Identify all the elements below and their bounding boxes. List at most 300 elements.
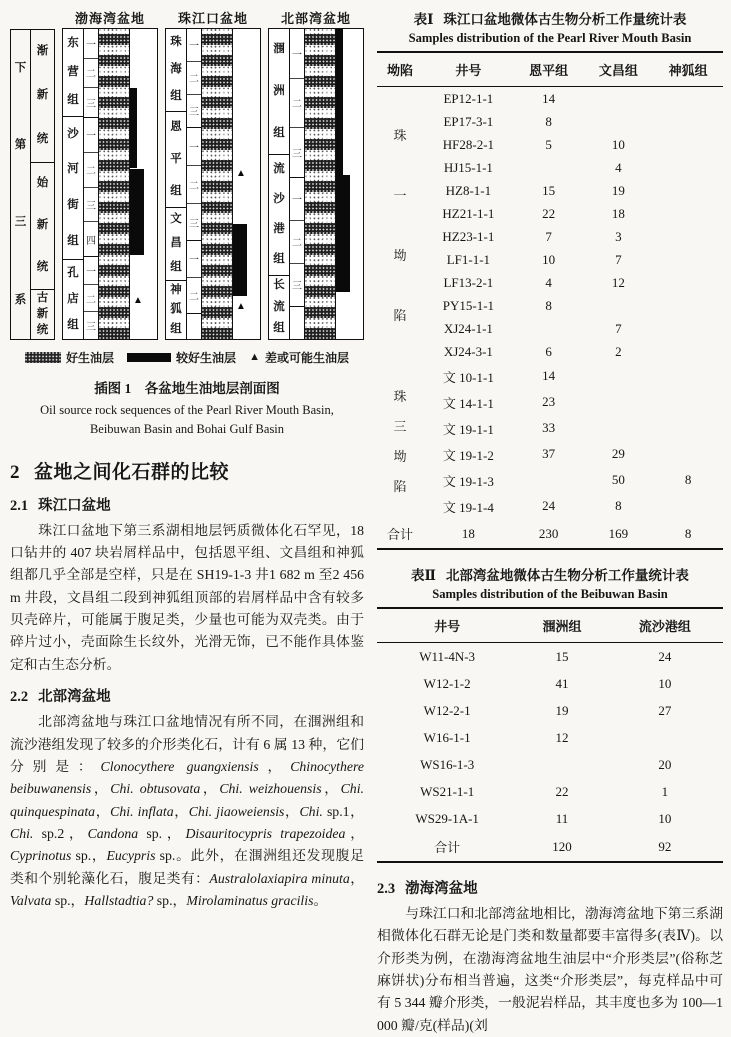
species-name: Candona [87, 825, 139, 841]
member-cell: 二 [189, 291, 199, 303]
member-labels [187, 29, 202, 339]
table-row [377, 805, 723, 832]
strat-diagram [10, 8, 364, 340]
section-2-2-heading [10, 685, 364, 706]
vertical-char: 始 [36, 177, 49, 190]
table-cell: 19 [611, 182, 625, 198]
table-cell: 文 19-1-4 [442, 499, 494, 515]
lithology-strip [99, 29, 130, 339]
vertical-char: 珠 [393, 127, 407, 143]
table-1-subtitle: Samples distribution of the Pearl River Mouth Basin [408, 31, 692, 45]
member-cell: 一 [187, 29, 201, 62]
section-2-2-number: 2.2 [10, 689, 29, 706]
formation-name [269, 29, 289, 154]
species-name: Clonocythere guangxiensis [100, 758, 259, 774]
table-cell [653, 441, 723, 467]
vertical-char: 下 [14, 61, 27, 74]
basin-title: 北部湾盆地 [280, 11, 351, 26]
depression-group-cell [377, 87, 423, 364]
table-cell [584, 110, 654, 133]
table-cell: HZ23-1-1 [442, 228, 495, 244]
legend-label: 较好生油层 [176, 351, 237, 365]
depression-group-label [379, 105, 421, 345]
table-1-title-cn [377, 8, 723, 28]
section-2-1-heading [10, 494, 364, 515]
table-cell: 4 [615, 159, 622, 175]
member-group [84, 118, 98, 258]
table-row [377, 340, 723, 363]
text-segment: ， [200, 781, 220, 797]
species-name: Australolaxiapira minuta [209, 870, 350, 886]
formation-labels [166, 29, 187, 339]
table-cell: 12 [555, 729, 569, 745]
vertical-char: 洲 [273, 84, 285, 97]
legend-item [25, 349, 114, 366]
member-cell: 二 [84, 153, 98, 188]
vertical-char: 组 [170, 184, 182, 197]
table-1-block [377, 8, 723, 550]
era-system-label [11, 30, 30, 339]
member-labels [84, 29, 99, 339]
vertical-char: 新 [36, 307, 49, 320]
table-row [377, 110, 723, 133]
text-segment: ， [95, 803, 111, 819]
table-row [377, 643, 723, 671]
era-series [31, 29, 55, 340]
species-name: Chi. quinquespinata [10, 781, 364, 819]
text-segment: 北部湾盆地与珠江口盆地情况有所不同，在涠洲组和流沙港组发现了较多的介形类化石，计有 6 属 13 种，它们分别是： [10, 714, 364, 774]
source-rock-bar [233, 224, 247, 295]
vertical-char: 坳 [393, 448, 407, 464]
table-cell: W12-2-1 [423, 702, 471, 718]
vertical-char: 统 [36, 261, 49, 274]
table-column-header: 井号 [377, 608, 517, 643]
table-1-header [377, 52, 723, 87]
vertical-char: 组 [67, 234, 79, 247]
member-group [84, 29, 98, 118]
table-row [377, 87, 723, 111]
right-column [377, 8, 723, 1037]
table-cell: 33 [542, 420, 556, 435]
text-segment: ， [349, 870, 365, 886]
table-cell: 41 [555, 675, 569, 691]
table-cell: 10 [658, 675, 672, 691]
table-row [377, 493, 723, 519]
table-row [377, 271, 723, 294]
table-cell: 8 [545, 297, 552, 313]
table-cell: 文 10-1-1 [442, 369, 494, 385]
table-cell: LF1-1-1 [446, 251, 491, 267]
table-cell: 文 19-1-1 [442, 421, 494, 437]
table-cell: HZ8-1-1 [445, 182, 492, 198]
vertical-char: 沙 [273, 193, 285, 206]
formation-name-cell [63, 29, 83, 117]
table-cell: 27 [658, 702, 672, 718]
formation-name [63, 29, 83, 116]
table-total-row [377, 832, 723, 862]
figure-caption-en-line2: Beibuwan Basin and Bohai Gulf Basin [89, 422, 285, 437]
paragraph-2-1: 珠江口盆地下第三系湖相地层钙质微体化石罕见，18 口钻井的 407 块岩屑样品中，包括恩平组、文昌组和神狐组都几乎全部是空样，只是在 SH19-1-3 井1 682 m 至2 456 m 井段，文昌组二段到神狐组顶部的岩屑样品中含有较多贝壳碎片，可能属于腹足类，少量也可能为双壳类。由于碎片过小，壳面除生长纹外，光滑无饰，已不能作具体鉴定和古生态分析。 [10, 522, 364, 672]
table-cell: 14 [542, 368, 556, 383]
table-row [377, 363, 723, 389]
vertical-char: 组 [170, 261, 182, 274]
table-cell: 11 [555, 810, 569, 826]
table-cell: HZ21-1-1 [442, 205, 495, 221]
table-cell [653, 340, 723, 363]
member-cell: 二 [84, 59, 98, 89]
table-row [377, 225, 723, 248]
member-cell: 一 [84, 257, 98, 285]
strat-column [62, 8, 158, 340]
table-cell: HF28-2-1 [442, 136, 495, 152]
table-row [377, 724, 723, 751]
species-name: Disauritocypris trapezoidea [185, 825, 346, 841]
legend-item [127, 349, 236, 366]
table-cell [584, 415, 654, 441]
strat-box [165, 28, 261, 340]
table-row [377, 248, 723, 271]
species-name: Valvata [10, 892, 52, 908]
table-cell [653, 248, 723, 271]
table-cell: 合计 [377, 832, 517, 862]
era-series-label [31, 30, 54, 162]
member-cell: 一 [187, 128, 201, 166]
section-2-number: 2 [10, 461, 20, 483]
table-column-header: 井号 [423, 52, 514, 87]
member-group [84, 257, 98, 339]
table-row [377, 133, 723, 156]
table-cell: 8 [653, 519, 723, 549]
source-rock-bar-zone [233, 29, 260, 339]
era-series-label [31, 163, 54, 289]
table-cell: 120 [517, 832, 606, 862]
section-2-heading [10, 457, 364, 484]
table-cell: WS16-1-3 [420, 756, 475, 772]
table-column-header: 文昌组 [584, 52, 654, 87]
formation-name-cell [166, 29, 186, 112]
formation-name [63, 260, 83, 339]
text-segment: ， [321, 781, 341, 797]
table-cell [653, 110, 723, 133]
era-system-box [10, 29, 31, 340]
species-name: Cyprinotus [10, 848, 72, 864]
text-segment: ， [284, 803, 300, 819]
table-row [377, 751, 723, 778]
table-row [377, 202, 723, 225]
text-segment: ， [173, 803, 189, 819]
section-2-2-title: 北部湾盆地 [38, 689, 111, 706]
left-column [10, 8, 364, 1037]
member-cell: 三 [292, 281, 302, 293]
member-group [187, 29, 201, 128]
table-cell: 50 [611, 472, 625, 487]
vertical-char: 长 [273, 279, 285, 292]
table-column-header: 流沙港组 [607, 608, 723, 643]
table-cell: 8 [545, 113, 552, 129]
text-segment: ， [91, 781, 111, 797]
table-cell: 3 [615, 228, 622, 244]
table-cell: EP12-1-1 [443, 90, 494, 106]
table-cell: XJ24-3-1 [443, 343, 493, 359]
formation-name-cell [269, 155, 289, 275]
table-cell [653, 415, 723, 441]
member-cell: 一 [84, 29, 98, 59]
vertical-char: 新 [36, 219, 49, 232]
text-segment: ， [345, 825, 364, 841]
table-cell: 24 [542, 498, 556, 513]
table-row [377, 670, 723, 697]
formation-name-cell [269, 276, 289, 339]
table-cell: XJ24-1-1 [443, 320, 493, 336]
vertical-char: 街 [67, 198, 79, 211]
table-cell [517, 751, 606, 778]
member-cell: 一 [290, 178, 304, 221]
table-cell: W11-4N-3 [419, 648, 476, 664]
table-cell: 24 [658, 648, 672, 664]
vertical-char: 东 [67, 36, 79, 49]
table-cell: 6 [545, 343, 552, 359]
table-cell [653, 156, 723, 179]
era-series-label [31, 290, 54, 339]
table-cell: 23 [542, 394, 556, 409]
triangle-marker: ▲ [236, 300, 246, 312]
vertical-char: 文 [170, 213, 182, 226]
member-cell: 二 [187, 166, 201, 204]
table-cell: HJ15-1-1 [443, 159, 493, 175]
table-cell: W16-1-1 [423, 729, 471, 745]
table-cell [653, 87, 723, 111]
legend-poor-swatch: ▲ [249, 351, 260, 363]
vertical-char: 统 [36, 133, 49, 146]
era-series-cell [31, 30, 54, 163]
table-cell: 18 [611, 205, 625, 221]
member-cell: 二 [187, 62, 201, 95]
formation-name [269, 276, 289, 339]
strat-column [268, 8, 364, 340]
vertical-char: 陷 [393, 478, 407, 494]
formation-name [166, 208, 186, 280]
vertical-char: 组 [67, 94, 79, 107]
table-cell: 1 [661, 783, 669, 799]
table-cell: 169 [584, 519, 654, 549]
strat-box [268, 28, 364, 340]
table-cell [653, 294, 723, 317]
vertical-char: 三 [393, 418, 407, 434]
table-row [377, 697, 723, 724]
basin-title: 渤海湾盆地 [74, 11, 145, 26]
legend-better-swatch [127, 353, 171, 362]
vertical-char: 营 [67, 65, 79, 78]
text-segment: sp.1， [322, 803, 364, 819]
member-group [290, 178, 304, 307]
table-cell: 14 [542, 90, 556, 106]
species-name: Hallstadtia? [84, 892, 154, 908]
formation-name-cell [166, 112, 186, 208]
table-header-row [377, 52, 723, 87]
source-rock-bar-zone [130, 29, 157, 339]
text-segment: sp.2， [33, 825, 88, 841]
table-2-title-cn [377, 564, 723, 584]
table-cell: 7 [615, 320, 622, 336]
table-1-label: 表Ⅰ [413, 12, 434, 27]
table-row [377, 778, 723, 805]
vertical-char: 组 [273, 252, 285, 265]
member-group [290, 29, 304, 178]
table-cell: 文 19-1-2 [442, 447, 494, 463]
table-cell: W12-1-2 [423, 675, 471, 691]
member-cell: 二 [84, 285, 98, 313]
vertical-char: 平 [170, 152, 182, 165]
species-name: Eucypris [106, 848, 156, 864]
table-1 [377, 51, 723, 550]
section-2-title: 盆地之间化石群的比较 [34, 461, 230, 483]
section-2-3-number: 2.3 [377, 881, 396, 897]
formation-name [166, 29, 186, 111]
formation-name-cell [269, 29, 289, 155]
section-2-1-title: 珠江口盆地 [38, 497, 111, 514]
figure-basins [55, 8, 364, 340]
era-columns [10, 29, 55, 340]
legend-good-swatch [25, 352, 61, 363]
figure-caption-en [10, 401, 364, 440]
table-2-header [377, 608, 723, 643]
table-cell: 19 [555, 702, 569, 718]
table-cell: 文 14-1-1 [442, 395, 494, 411]
species-name: Chi. inflata [110, 803, 174, 819]
table-row [377, 415, 723, 441]
vertical-char: 流 [273, 163, 285, 176]
table-cell: 20 [658, 756, 672, 772]
member-cell: 三 [189, 107, 199, 119]
member-group [290, 307, 304, 339]
member-cell: 一 [290, 29, 304, 79]
text-segment: sp.， [138, 825, 186, 841]
vertical-char: 昌 [170, 237, 182, 250]
table-cell: 10 [658, 810, 672, 826]
formation-name-cell [166, 281, 186, 339]
table-header-row [377, 608, 723, 643]
table-2 [377, 607, 723, 863]
table-row [377, 179, 723, 202]
triangle-marker: ▲ [133, 294, 143, 306]
vertical-char: 海 [170, 63, 182, 76]
table-row [377, 467, 723, 493]
member-cell: 一 [187, 241, 201, 277]
vertical-char: 组 [67, 319, 79, 332]
strat-box [62, 28, 158, 340]
paragraph-2-2 [10, 711, 364, 912]
table-cell: 230 [514, 519, 584, 549]
species-name: Chi. [10, 825, 34, 841]
species-name: Chi. [299, 803, 323, 819]
legend-label: 好生油层 [66, 351, 115, 365]
table-row [377, 441, 723, 467]
formation-name-cell [166, 208, 186, 281]
member-cell: 二 [290, 79, 304, 129]
table-cell: WS21-1-1 [420, 783, 475, 799]
strat-column [165, 8, 261, 340]
table-cell: 合计 [377, 519, 423, 549]
formation-name-cell [63, 260, 83, 339]
table-cell [653, 179, 723, 202]
table-cell [653, 317, 723, 340]
formation-labels [269, 29, 290, 339]
figure-1 [10, 8, 364, 440]
member-group [187, 128, 201, 242]
table-cell: EP17-3-1 [443, 113, 494, 129]
table-cell: 8 [615, 498, 622, 513]
species-name: Chi. weizhouensis [219, 781, 322, 797]
vertical-char: 珠 [170, 35, 182, 48]
vertical-char: 三 [14, 216, 27, 229]
table-cell: 12 [611, 274, 625, 290]
table-cell: 8 [684, 472, 692, 487]
table-cell: 92 [607, 832, 723, 862]
source-rock-bar [130, 169, 144, 256]
species-name: Chi. jiaoweiensis [188, 803, 285, 819]
table-cell: 7 [615, 251, 622, 267]
species-name: Mirolaminatus gracilis [186, 892, 314, 908]
legend-item [249, 349, 349, 366]
vertical-char: 港 [273, 223, 285, 236]
member-cell: 三 [84, 188, 98, 223]
table-cell: 10 [611, 136, 625, 152]
vertical-char: 神 [170, 283, 182, 296]
paragraph-2-3: 与珠江口和北部湾盆地相比，渤海湾盆地下第三系湖相微体化石群无论是门类和数量都要丰富得多(表Ⅳ)。以介形类为例，在渤海湾盆地生油层中“介形类层”(俗称芝麻饼状)分布相当普遍，这类“介形类层”，每克样品中可有 5 344 瓣介形类，一般泥岩样品，其丰度也多为 100—1 000 瓣/克(样品)(刘 [377, 906, 723, 1033]
table-cell [514, 156, 584, 179]
table-cell [514, 467, 584, 493]
vertical-char: 第 [14, 139, 27, 152]
table-cell [653, 133, 723, 156]
legend-label: 差或可能生油层 [264, 351, 349, 365]
member-cell: 一 [84, 118, 98, 153]
table-2-label: 表Ⅱ [411, 568, 436, 583]
species-name: Chinocythere beibuwanensis [10, 758, 365, 797]
depression-group-label [379, 381, 421, 501]
section-2-3-heading [377, 877, 723, 898]
table-2-title: 北部湾盆地微体古生物分析工作量统计表 [445, 568, 689, 583]
section-2-3-title: 渤海湾盆地 [405, 881, 478, 897]
vertical-char: 陷 [393, 307, 407, 323]
era-series-cell [31, 163, 54, 290]
table-row [377, 389, 723, 415]
table-cell: WS29-1A-1 [415, 810, 479, 826]
table-column-header: 神狐组 [653, 52, 723, 87]
depression-group-cell [377, 363, 423, 519]
vertical-char: 统 [36, 324, 49, 337]
table-row [377, 294, 723, 317]
table2-body [377, 643, 723, 863]
vertical-char: 新 [36, 89, 49, 102]
vertical-char: 涠 [273, 43, 285, 56]
table-cell: 29 [611, 446, 625, 461]
vertical-char: 组 [273, 126, 285, 139]
vertical-char: 一 [393, 187, 407, 203]
text-segment: sp.， [153, 892, 187, 908]
member-group [187, 314, 201, 339]
text-segment: sp.。此外，在涠洲组还发现腹足类和个别轮藻化石，腹足类有： [10, 848, 364, 886]
vertical-char: 组 [170, 322, 182, 335]
text-segment: 。 [313, 892, 328, 908]
member-cell: 三 [292, 148, 302, 160]
table-cell: 22 [542, 205, 556, 221]
table-cell: 7 [545, 228, 552, 244]
vertical-char: 河 [67, 163, 79, 176]
source-rock-bar-zone [336, 29, 363, 339]
table-cell: 4 [545, 274, 552, 290]
source-rock-bar [336, 29, 343, 175]
table1-body [377, 87, 723, 550]
